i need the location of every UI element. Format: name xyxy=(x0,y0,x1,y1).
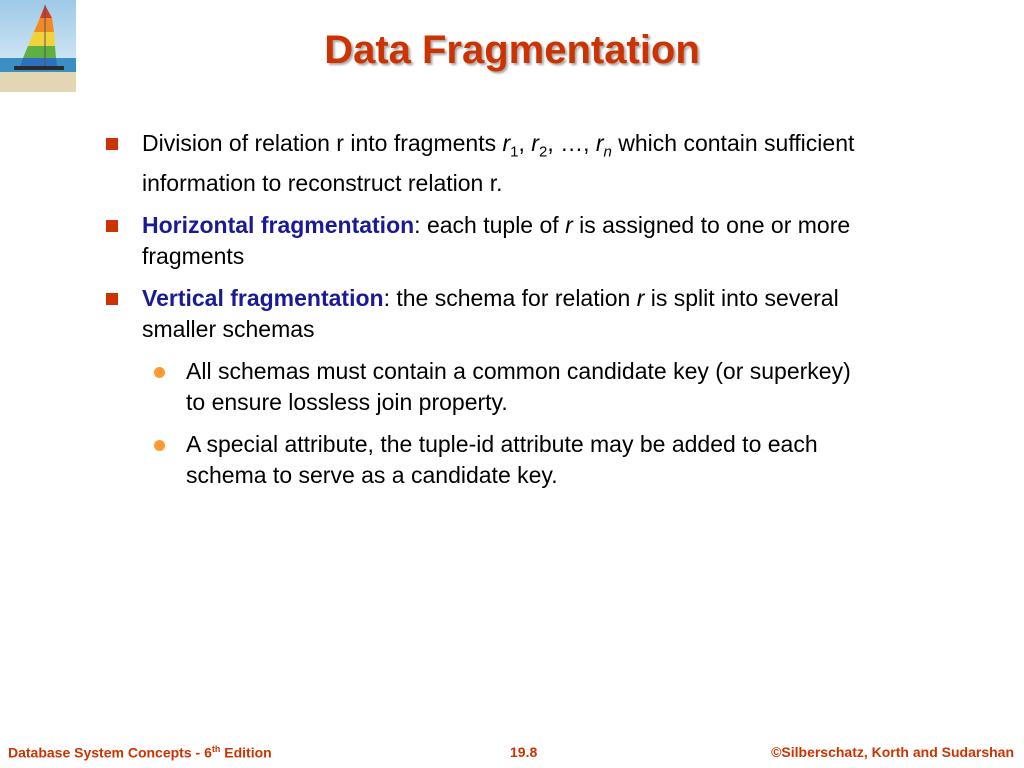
square-bullet-icon xyxy=(106,220,118,232)
footer-slide-number: 19.8 xyxy=(510,744,538,760)
bullet-division: Division of relation r into fragments $r_1$, $r_2$, …, $r_n$ which contain sufficient information to reconstruct relation r. xyxy=(104,128,864,199)
slide-body xyxy=(104,128,864,502)
slide-title: Data Fragmentation xyxy=(324,28,700,72)
bullet-vertical-fragmentation: Vertical fragmentation: the schema for relation r is split into several smaller schemas xyxy=(104,283,864,345)
square-bullet-icon xyxy=(106,293,118,305)
sub-bullet-common-key: All schemas must contain a common candidate key (or superkey) to ensure lossless join property. xyxy=(104,356,864,418)
round-bullet-icon xyxy=(154,367,165,378)
horizontal-fragmentation-term: Horizontal fragmentation xyxy=(142,211,415,238)
footer-book-title: Database System Concepts - 6th Edition xyxy=(8,744,272,761)
square-bullet-icon xyxy=(106,138,118,150)
footer-copyright: ©Silberschatz, Korth and Sudarshan xyxy=(771,744,1014,760)
sub-bullet-tuple-id: A special attribute, the tuple-id attribute may be added to each schema to serve as a candidate key. xyxy=(104,429,864,491)
round-bullet-icon xyxy=(154,440,165,451)
vertical-fragmentation-term: Vertical fragmentation xyxy=(142,284,384,311)
bullet-horizontal-fragmentation: Horizontal fragmentation: each tuple of r is assigned to one or more fragments xyxy=(104,210,864,272)
